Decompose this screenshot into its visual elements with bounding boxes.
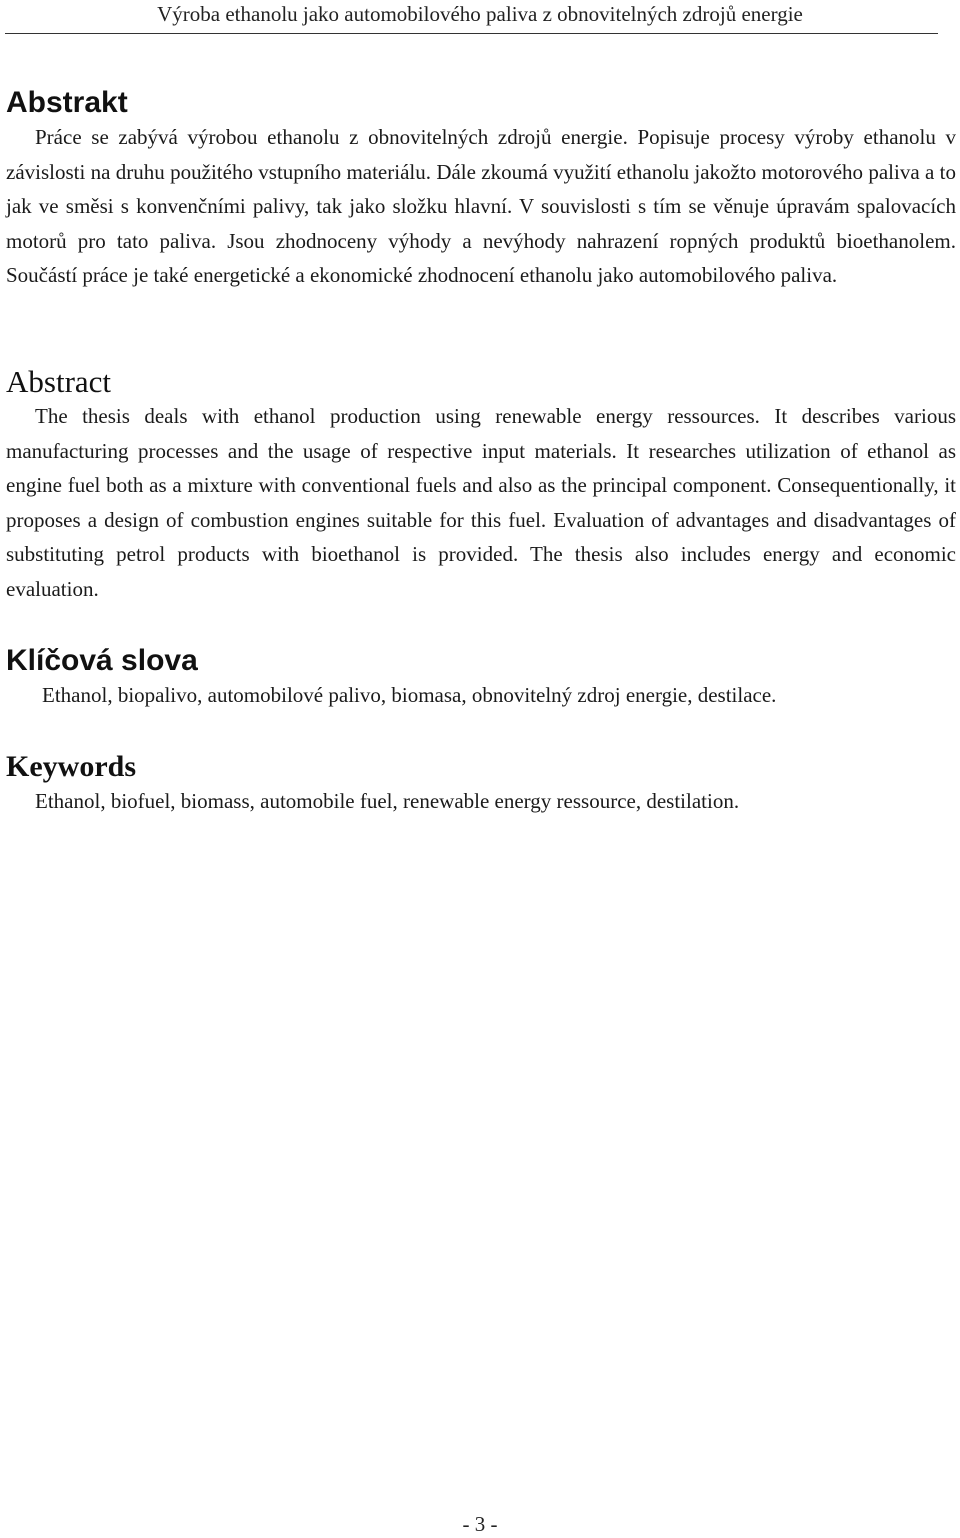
abstract-paragraph: The thesis deals with ethanol production using renewable energy ressources. It describes various manufacturing processes and the usage of respective input materials. It researches utilization of ethanol as engine fuel both as a mixture with conventional fuels and also as the principal component. Consequentionally, it proposes a design of combustion engines suitable for this fuel. Evaluation of advantages and disadvantages of substituting petrol products with bioethanol is provided. The thesis also includes energy and economic evaluation. bbox=[6, 404, 956, 601]
keywords-section bbox=[6, 750, 956, 819]
keywords-heading: Keywords bbox=[6, 750, 136, 783]
running-title: Výroba ethanolu jako automobilového paliva z obnovitelných zdrojů energie bbox=[157, 2, 803, 26]
abstract-section bbox=[6, 365, 956, 607]
abstrakt-paragraph: Práce se zabývá výrobou ethanolu z obnovitelných zdrojů energie. Popisuje procesy výroby ethanolu v závislosti na druhu použitého vstupního materiálu. Dále zkoumá využití ethanolu jakožto motorového paliva a to jak ve směsi s konvenčními palivy, tak jako složku hlavní. V souvislosti s tím se věnuje úpravám spalovacích motorů pro tato paliva. Jsou zhodnoceny výhody a nevýhody nahrazení ropných produktů bioethanolem. Součástí práce je také energetické a ekonomické zhodnocení ethanolu jako automobilového paliva. bbox=[6, 125, 956, 288]
keywords-list: Ethanol, biofuel, biomass, automobile fuel, renewable energy ressource, destilation. bbox=[35, 789, 740, 813]
abstrakt-heading: Abstrakt bbox=[6, 86, 128, 119]
abstrakt-section bbox=[6, 86, 956, 293]
page-number: - 3 - bbox=[462, 1512, 498, 1536]
running-header bbox=[0, 0, 960, 34]
klicova-slova-section bbox=[6, 644, 956, 713]
klicova-slova-heading: Klíčová slova bbox=[6, 644, 198, 677]
header-divider bbox=[5, 33, 938, 34]
klicova-slova-list: Ethanol, biopalivo, automobilové palivo, biomasa, obnovitelný zdroj energie, destilace. bbox=[42, 683, 777, 707]
abstract-heading: Abstract bbox=[6, 364, 112, 399]
